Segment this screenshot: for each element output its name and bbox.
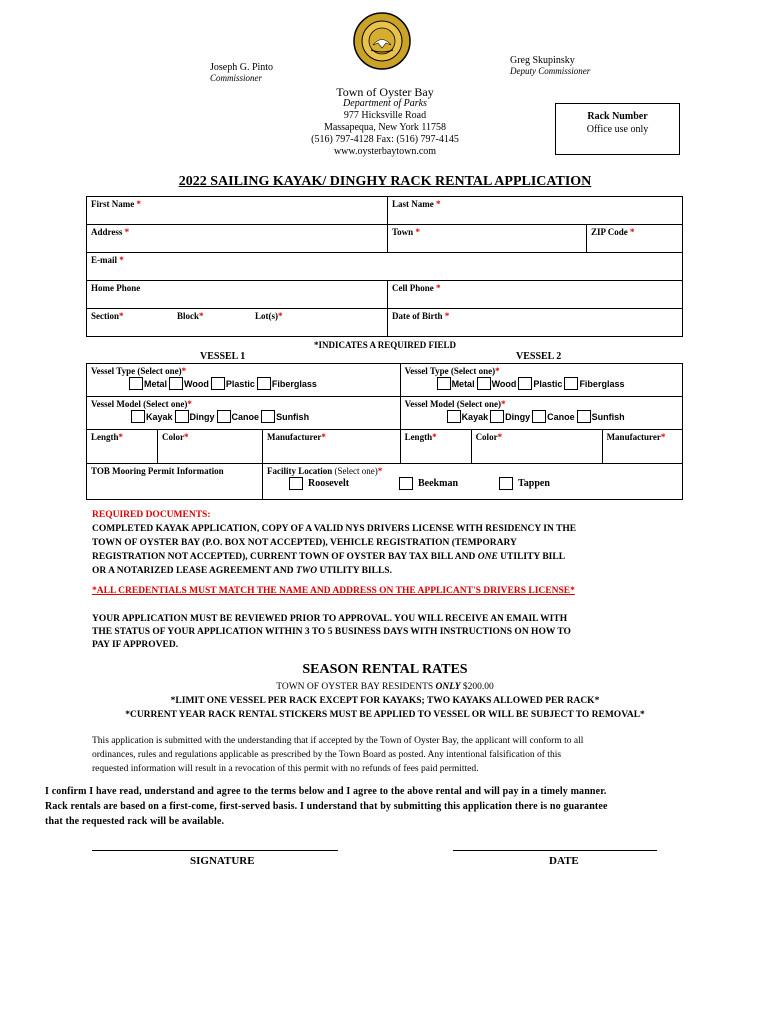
required-asterisk: *: [278, 311, 283, 321]
required-documents-text: REGISTRATION NOT ACCEPTED), CURRENT TOWN OF OYSTER BAY TAX BILL AND: [92, 552, 478, 562]
last-name-field[interactable]: [388, 197, 683, 225]
checkbox-label: Metal: [451, 378, 475, 389]
date-line[interactable]: [453, 850, 657, 851]
address-label: Address: [91, 227, 123, 237]
vessel-2-model-sunfish-checkbox[interactable]: [577, 410, 591, 423]
vessel-1-model-canoe-checkbox[interactable]: [217, 410, 231, 423]
required-asterisk: *: [444, 311, 450, 321]
phone-fax: (516) 797-4128 Fax: (516) 797-4145: [311, 134, 459, 145]
checkbox-label: Canoe: [231, 411, 260, 422]
department-name: Department of Parks: [343, 98, 427, 109]
vessel-1-type-plastic-checkbox[interactable]: [211, 377, 225, 390]
required-asterisk: *: [184, 432, 189, 442]
town-label: Town: [392, 227, 414, 237]
application-title: 2022 SAILING KAYAK/ DINGHY RACK RENTAL APPLICATION: [178, 174, 592, 189]
zip-code-label: ZIP Code: [591, 227, 628, 237]
vessel-1-model-dingy-checkbox[interactable]: [175, 410, 189, 423]
sticker-note: *CURRENT YEAR RACK RENTAL STICKERS MUST BE APPLIED TO VESSEL OR WILL BE SUBJECT TO REMOVAL*: [125, 710, 645, 720]
vessel-1-type-field: [87, 364, 401, 397]
checkbox-label: Dingy: [505, 411, 531, 422]
vessel-2-type-fiberglass-checkbox[interactable]: [564, 377, 578, 390]
required-documents-text: OR A NOTARIZED LEASE AGREEMENT AND: [92, 566, 296, 576]
rack-limit-note: *LIMIT ONE VESSEL PER RACK EXCEPT FOR KAYAKS; TWO KAYAKS ALLOWED PER RACK*: [170, 696, 600, 706]
checkbox-label: Kayak: [461, 411, 489, 422]
required-documents: [92, 508, 692, 578]
confirmation-line: Rack rentals are based on a first-come, first-served basis. I understand that by submitting this application there is no guarantee: [45, 801, 608, 812]
terms-understanding: [92, 734, 702, 776]
rack-number-title: Rack Number: [587, 111, 648, 122]
checkbox-label: Sunfish: [276, 411, 310, 422]
facility-beekman-checkbox[interactable]: [399, 477, 413, 490]
commissioner-block: [210, 62, 273, 83]
required-documents-line: COMPLETED KAYAK APPLICATION, COPY OF A VALID NYS DRIVERS LICENSE WITH RESIDENCY IN THE: [92, 524, 577, 534]
required-documents-text: UTILITY BILLS.: [317, 566, 392, 576]
section-block-lot-field[interactable]: [87, 309, 388, 337]
required-asterisk: *: [415, 227, 420, 237]
review-line: PAY IF APPROVED.: [92, 640, 179, 650]
vessel-2-length-field[interactable]: [400, 430, 471, 464]
vessel-2-model-label: Vessel Model (Select one): [404, 399, 501, 409]
address-line-1: 977 Hicksville Road: [343, 110, 427, 121]
cell-phone-field[interactable]: [388, 281, 683, 309]
emphasis-text: TWO: [295, 566, 318, 576]
vessel-info-table: [86, 363, 683, 500]
department-header: [270, 86, 500, 158]
terms-line: requested information will result in a revocation of this permit with no refunds of fees paid permitted.: [92, 764, 479, 774]
checkbox-label: Fiberglass: [271, 378, 317, 389]
required-asterisk: *: [377, 466, 383, 476]
vessel-1-model-kayak-checkbox[interactable]: [131, 410, 145, 423]
required-asterisk: *: [187, 399, 192, 409]
season-rates-details: [0, 680, 770, 722]
vessel-1-manufacturer-field[interactable]: [263, 430, 401, 464]
deputy-commissioner-title: Deputy Commissioner: [510, 66, 591, 76]
vessel-2-manufacturer-label: Manufacturer: [606, 432, 661, 442]
facility-location-hint: (Select one): [334, 466, 378, 476]
signature-label: SIGNATURE: [190, 855, 255, 867]
vessel-2-model-canoe-checkbox[interactable]: [532, 410, 546, 423]
required-asterisk: *: [136, 199, 141, 209]
confirmation-line: that the requested rack will be available.: [45, 816, 225, 827]
required-asterisk: *: [124, 227, 130, 237]
required-asterisk: *: [436, 283, 441, 293]
rack-number-box: [555, 103, 680, 155]
email-label: E-mail: [91, 255, 117, 265]
vessel-2-color-field[interactable]: [471, 430, 602, 464]
required-documents-line: TOWN OF OYSTER BAY (P.O. BOX NOT ACCEPTED), VEHICLE REGISTRATION (TEMPORARY: [92, 538, 517, 548]
home-phone-field[interactable]: [87, 281, 388, 309]
last-name-label: Last Name: [392, 199, 434, 209]
vessel-1-color-label: Color: [162, 432, 184, 442]
applicant-info-table: [86, 196, 683, 337]
vessel-2-model-kayak-checkbox[interactable]: [447, 410, 461, 423]
signature-line[interactable]: [92, 850, 338, 851]
email-field[interactable]: [87, 253, 683, 281]
town-field[interactable]: [388, 225, 587, 253]
website: www.oysterbaytown.com: [333, 146, 437, 157]
credentials-alert: *ALL CREDENTIALS MUST MATCH THE NAME AND ADDRESS ON THE APPLICANT'S DRIVERS LICENSE*: [92, 586, 575, 596]
emphasis-text: ONE: [477, 552, 498, 562]
lots-label: Lot(s): [255, 311, 278, 321]
vessel-1-type-wood-checkbox[interactable]: [169, 377, 183, 390]
checkbox-label: Dingy: [189, 411, 215, 422]
checkbox-label: Sunfish: [591, 411, 625, 422]
checkbox-label: Canoe: [547, 411, 575, 422]
vessel-1-header: VESSEL 1: [200, 351, 246, 362]
checkbox-label: Metal: [144, 378, 168, 389]
required-field-note: *INDICATES A REQUIRED FIELD: [313, 340, 457, 350]
cell-phone-label: Cell Phone: [392, 283, 434, 293]
required-asterisk: *: [630, 227, 635, 237]
required-asterisk: *: [119, 255, 124, 265]
required-documents-text: UTILITY BILL: [497, 552, 566, 562]
checkbox-label: Wood: [184, 378, 209, 389]
required-asterisk: *: [119, 311, 124, 321]
mooring-permit-label: TOB Mooring Permit Information: [91, 466, 224, 476]
emphasis-text: ONLY: [435, 682, 461, 692]
checkbox-label: Tappen: [518, 478, 550, 489]
terms-line: ordinances, rules and regulations applicable as prescribed by the Town Board as posted. Any intentional falsification of this: [92, 750, 562, 760]
review-notice: [92, 613, 692, 652]
vessel-2-model-dingy-checkbox[interactable]: [490, 410, 504, 423]
required-asterisk: *: [199, 311, 204, 321]
facility-tappen-checkbox[interactable]: [499, 477, 513, 490]
checkbox-label: Wood: [491, 378, 517, 389]
town-seal-logo: [353, 12, 411, 70]
vessel-1-type-fiberglass-checkbox[interactable]: [257, 377, 271, 390]
checkbox-label: Beekman: [418, 478, 458, 489]
required-asterisk: *: [497, 432, 503, 442]
vessel-1-color-field[interactable]: [158, 430, 263, 464]
rack-number-note: Office use only: [586, 124, 649, 135]
required-asterisk: *: [500, 399, 506, 409]
address-line-2: Massapequa, New York 11758: [323, 122, 447, 133]
facility-location-label: Facility Location: [267, 466, 333, 476]
checkbox-label: Plastic: [225, 378, 255, 389]
town-name: Town of Oyster Bay: [336, 85, 434, 99]
vessel-1-model-sunfish-checkbox[interactable]: [261, 410, 275, 423]
required-asterisk: *: [181, 366, 187, 376]
deputy-commissioner-block: [510, 55, 590, 76]
required-documents-heading: REQUIRED DOCUMENTS:: [92, 510, 211, 520]
commissioner-name: Joseph G. Pinto: [210, 62, 274, 73]
vessel-2-length-label: Length: [404, 432, 433, 442]
required-asterisk: *: [660, 432, 666, 442]
vessel-1-model-label: Vessel Model (Select one): [91, 399, 188, 409]
vessel-2-type-wood-checkbox[interactable]: [477, 377, 491, 390]
vessel-1-manufacturer-label: Manufacturer: [267, 432, 322, 442]
confirmation-line: I confirm I have read, understand and agree to the terms below and I agree to the above rental and will pay in a timely manner.: [45, 786, 607, 797]
vessel-1-length-label: Length: [91, 432, 119, 442]
address-field[interactable]: [87, 225, 388, 253]
checkbox-label: Fiberglass: [579, 378, 625, 389]
resident-rate-price: $200.00: [460, 682, 494, 692]
date-label: DATE: [549, 855, 579, 867]
home-phone-label: Home Phone: [91, 283, 141, 293]
vessel-1-model-field: [87, 397, 401, 430]
first-name-field[interactable]: [87, 197, 388, 225]
block-label: Block: [177, 311, 200, 321]
vessel-1-length-field[interactable]: [87, 430, 158, 464]
zip-code-field[interactable]: [587, 225, 683, 253]
section-label: Section: [91, 311, 119, 321]
confirmation-statement: [45, 784, 735, 829]
checkbox-label: Kayak: [146, 411, 173, 422]
checkbox-label: Plastic: [533, 378, 563, 389]
review-line: THE STATUS OF YOUR APPLICATION WITHIN 3 TO 5 BUSINESS DAYS WITH INSTRUCTIONS ON HOW TO: [92, 627, 571, 637]
required-asterisk: *: [432, 432, 437, 442]
vessel-1-type-metal-checkbox[interactable]: [129, 377, 143, 390]
vessel-2-type-label: Vessel Type (Select one): [404, 366, 496, 376]
vessel-2-type-field: [400, 364, 682, 397]
facility-location-field: [263, 464, 683, 500]
vessel-2-type-plastic-checkbox[interactable]: [518, 377, 532, 390]
mooring-permit-field[interactable]: [87, 464, 263, 500]
vessel-2-header: VESSEL 2: [516, 351, 562, 362]
date-of-birth-field[interactable]: [388, 309, 683, 337]
required-asterisk: *: [495, 366, 500, 376]
vessel-2-model-field: [400, 397, 682, 430]
required-asterisk: *: [118, 432, 124, 442]
review-line: YOUR APPLICATION MUST BE REVIEWED PRIOR TO APPROVAL. YOU WILL RECEIVE AN EMAIL WITH: [92, 614, 568, 624]
vessel-2-manufacturer-field[interactable]: [602, 430, 682, 464]
required-asterisk: *: [321, 432, 326, 442]
resident-rate-text: TOWN OF OYSTER BAY RESIDENTS: [276, 682, 436, 692]
facility-roosevelt-checkbox[interactable]: [289, 477, 303, 490]
season-rates-heading: SEASON RENTAL RATES: [302, 662, 468, 677]
vessel-1-type-label: Vessel Type (Select one): [91, 366, 182, 376]
commissioner-title: Commissioner: [210, 73, 263, 83]
checkbox-label: Roosevelt: [308, 478, 350, 489]
vessel-2-type-metal-checkbox[interactable]: [437, 377, 451, 390]
date-of-birth-label: Date of Birth: [392, 311, 443, 321]
required-asterisk: *: [436, 199, 441, 209]
first-name-label: First Name: [91, 199, 135, 209]
deputy-commissioner-name: Greg Skupinsky: [510, 55, 575, 66]
vessel-2-color-label: Color: [475, 432, 498, 442]
terms-line: This application is submitted with the understanding that if accepted by the Town of Oyster Bay, the applicant will conform to all: [92, 736, 584, 746]
